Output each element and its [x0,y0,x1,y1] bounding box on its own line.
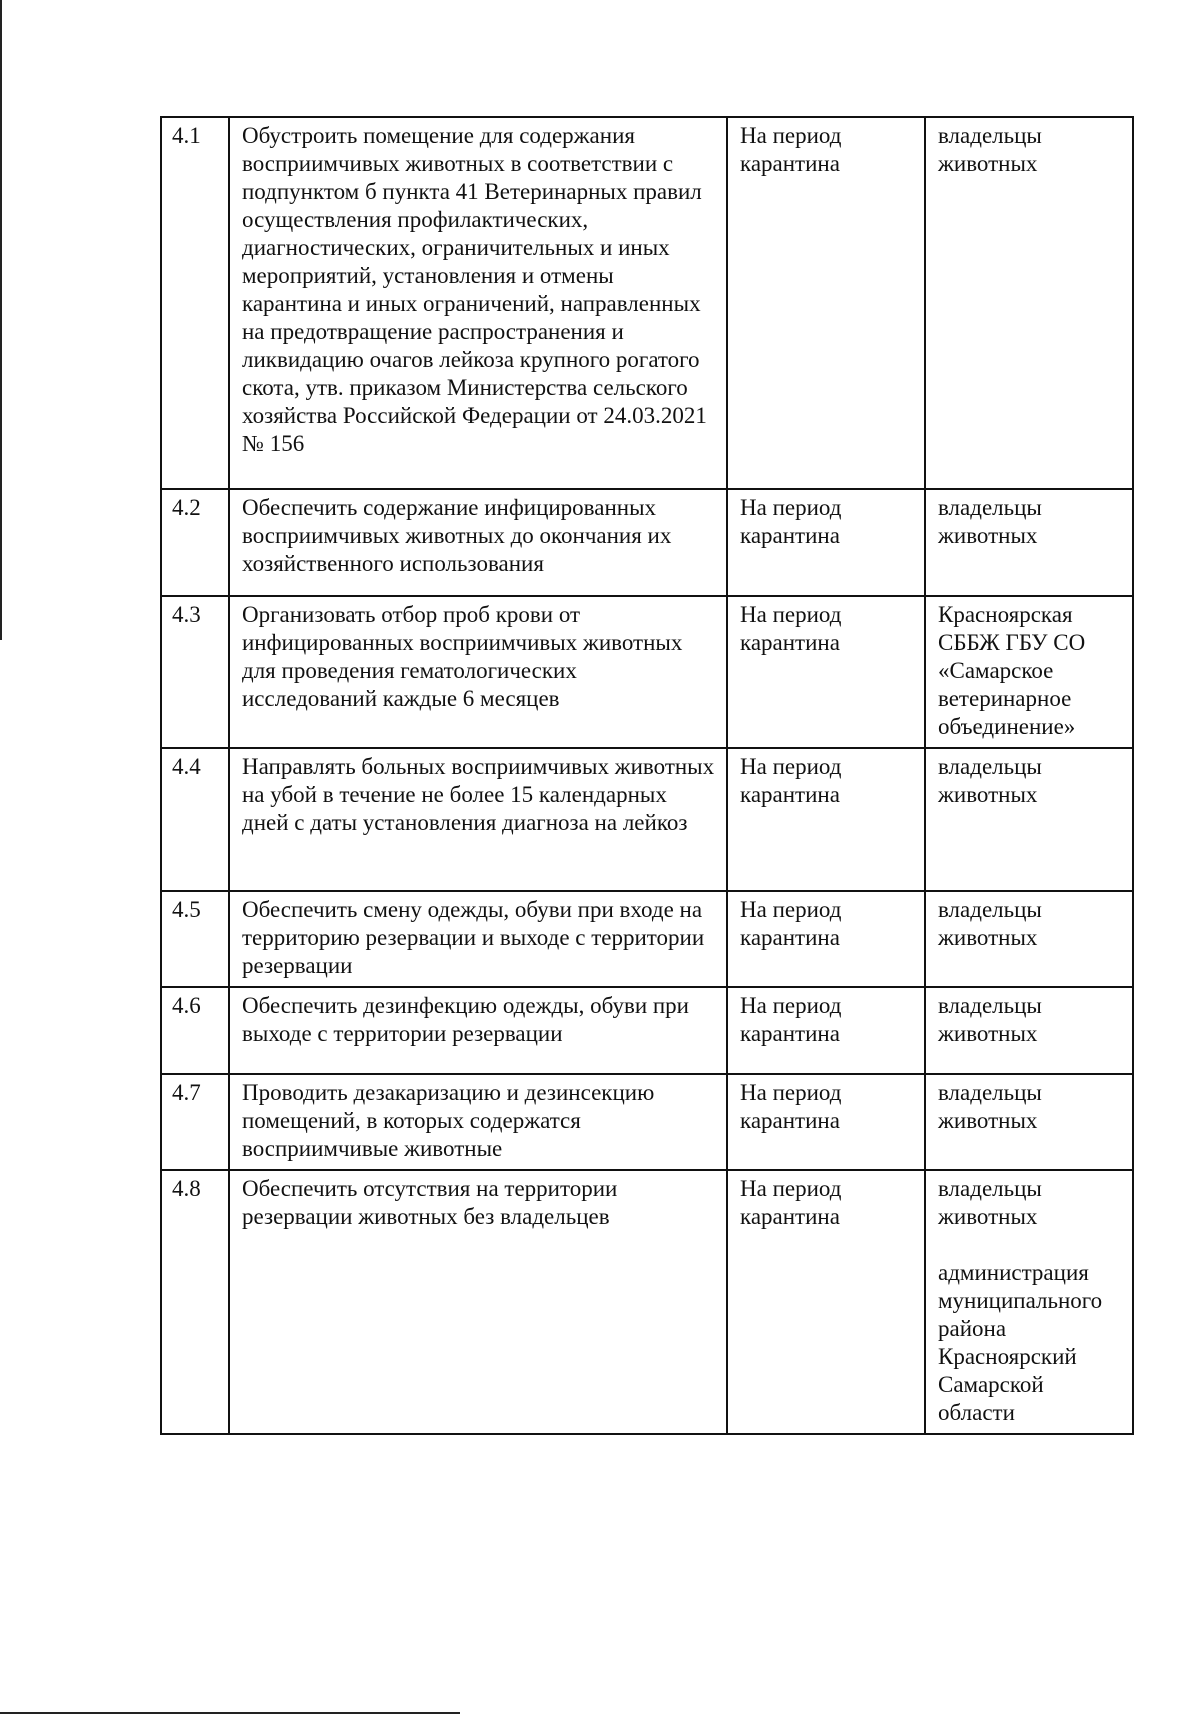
measure-cell [229,596,727,748]
measure-cell [229,1170,727,1434]
responsible-text: Красноярская СББЖ ГБУ СО «Самарское ветеринарное объединение» [938,602,1086,739]
responsible-cell [925,489,1133,596]
measure-text: Направлять больных восприимчивых животных на убой в течение не более 15 календарных дней с даты установления диагноза на лейкоз [242,754,715,835]
responsible-cell [925,1170,1133,1434]
measures-table [160,116,1134,1435]
responsible-cell [925,1074,1133,1170]
row-number-cell [161,1170,229,1434]
table-row [161,1074,1133,1170]
period-cell [727,891,925,987]
page-edge-left [0,0,2,640]
responsible-cell [925,596,1133,748]
row-number-cell [161,987,229,1074]
responsible-text: владельцы животных [938,754,1042,807]
period-text: На период карантина [740,1080,842,1133]
row-number-cell [161,891,229,987]
responsible-cell [925,891,1133,987]
row-number: 4.4 [172,754,201,779]
row-number-cell [161,596,229,748]
row-number: 4.1 [172,123,201,148]
measure-text: Обеспечить содержание инфицированных восприимчивых животных до окончания их хозяйственного использования [242,495,672,576]
period-cell [727,748,925,891]
responsible-cell [925,748,1133,891]
period-cell [727,489,925,596]
period-cell [727,1074,925,1170]
row-number: 4.2 [172,495,201,520]
period-text: На период карантина [740,897,842,950]
measure-text: Обеспечить отсутствия на территории резервации животных без владельцев [242,1176,618,1229]
period-text: На период карантина [740,754,842,807]
period-text: На период карантина [740,993,842,1046]
responsible-text: владельцы животных [938,1080,1042,1133]
page-edge-bottom [0,1712,460,1714]
table-row [161,891,1133,987]
measure-cell [229,1074,727,1170]
responsible-text: владельцы животных [938,123,1042,176]
responsible-cell [925,117,1133,489]
row-number-cell [161,748,229,891]
measure-cell [229,489,727,596]
table-row [161,748,1133,891]
period-cell [727,596,925,748]
responsible-cell [925,987,1133,1074]
measure-text: Обустроить помещение для содержания восприимчивых животных в соответствии с подпунктом б пункта 41 Ветеринарных правил осуществления профилактических, диагностических, ограничительных и иных мероприятий, установления и отмены карантина и иных ограничений, направленных на предотвращение распространения и ликвидацию очагов лейкоза крупного рогатого скота, утв. приказом Министерства сельского хозяйства Российской Федерации от 24.03.2021 № 156 [242,123,707,456]
measure-cell [229,748,727,891]
measure-text: Обеспечить смену одежды, обуви при входе на территорию резервации и выходе с территории резервации [242,897,705,978]
period-cell [727,117,925,489]
table-row [161,117,1133,489]
responsible-text: владельцы животных администрация муниципального района Красноярский Самарской области [938,1176,1103,1425]
row-number: 4.6 [172,993,201,1018]
measure-text: Проводить дезакаризацию и дезинсекцию помещений, в которых содержатся восприимчивые животные [242,1080,655,1161]
period-text: На период карантина [740,495,842,548]
table-row [161,987,1133,1074]
measure-text: Организовать отбор проб крови от инфицированных восприимчивых животных для проведения гематологических исследований каждые 6 месяцев [242,602,683,711]
responsible-text: владельцы животных [938,897,1042,950]
row-number-cell [161,1074,229,1170]
row-number-cell [161,489,229,596]
row-number: 4.7 [172,1080,201,1105]
row-number-cell [161,117,229,489]
measure-text: Обеспечить дезинфекцию одежды, обуви при выходе с территории резервации [242,993,689,1046]
row-number: 4.5 [172,897,201,922]
period-text: На период карантина [740,602,842,655]
period-text: На период карантина [740,123,842,176]
responsible-text: владельцы животных [938,495,1042,548]
table-row [161,596,1133,748]
period-cell [727,1170,925,1434]
measure-cell [229,987,727,1074]
table-row [161,489,1133,596]
responsible-text: владельцы животных [938,993,1042,1046]
period-cell [727,987,925,1074]
table-row [161,1170,1133,1434]
period-text: На период карантина [740,1176,842,1229]
measure-cell [229,891,727,987]
measure-cell [229,117,727,489]
row-number: 4.3 [172,602,201,627]
row-number: 4.8 [172,1176,201,1201]
